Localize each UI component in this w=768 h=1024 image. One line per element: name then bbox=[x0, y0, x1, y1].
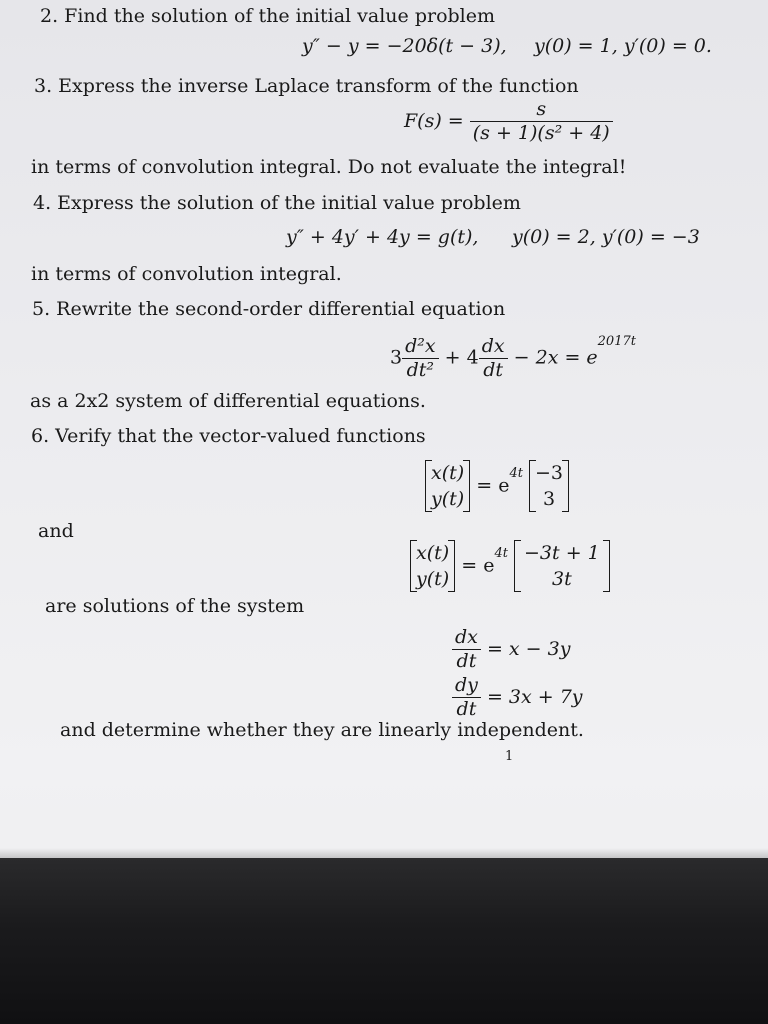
problem-5-frac2-den: dt bbox=[479, 358, 508, 380]
equals-e: = e bbox=[476, 474, 510, 497]
vector-xy-2 bbox=[410, 540, 455, 592]
problem-4-conditions: y(0) = 2, y′(0) = −3 bbox=[512, 226, 700, 248]
problem-3-formula bbox=[404, 100, 613, 143]
v2-top-entry: −3t + 1 bbox=[524, 542, 600, 564]
problem-5-equation bbox=[390, 335, 636, 380]
vector-constant-1 bbox=[529, 460, 569, 512]
problem-6-vector-2 bbox=[410, 540, 610, 592]
sys1-den: dt bbox=[452, 649, 481, 671]
problem-2-conditions: y(0) = 1, y′(0) = 0. bbox=[534, 35, 712, 57]
problem-2-equation: y″ − y = −20δ(t − 3), bbox=[302, 35, 507, 57]
sys1-num: dx bbox=[455, 626, 478, 648]
problem-4-note: in terms of convolution integral. bbox=[31, 263, 342, 285]
problem-3-heading: 3. Express the inverse Laplace transform of the function bbox=[34, 75, 579, 97]
system-equation-2 bbox=[452, 676, 583, 719]
problem-4-equation: y″ + 4y′ + 4y = g(t), bbox=[286, 226, 479, 248]
equals-e: = e bbox=[461, 554, 495, 577]
sys2-num: dy bbox=[455, 674, 478, 696]
problem-6-are-solutions: are solutions of the system bbox=[45, 595, 305, 617]
exponent-4t: 4t bbox=[494, 546, 508, 561]
exponent-4t: 4t bbox=[509, 466, 523, 481]
vector-y-entry: y(t) bbox=[416, 568, 450, 590]
problem-4-heading: 4. Express the solution of the initial value problem bbox=[33, 192, 521, 214]
system-equation-1 bbox=[452, 628, 570, 671]
problem-3-fraction bbox=[470, 100, 613, 143]
problem-5-frac1-num: d²x bbox=[405, 334, 436, 357]
problem-5-second-derivative bbox=[402, 334, 439, 381]
problem-6-vector-1 bbox=[425, 460, 569, 512]
problem-6-closing: and determine whether they are linearly independent. bbox=[60, 719, 584, 741]
problem-5-rhs: − 2x = e bbox=[513, 346, 598, 369]
problem-3-denominator: (s + 1)(s² + 4) bbox=[470, 121, 613, 143]
v1-bottom-entry: 3 bbox=[542, 488, 556, 510]
problem-5-heading: 5. Rewrite the second-order differential equation bbox=[32, 298, 506, 320]
problem-5-frac1-den: dt² bbox=[402, 358, 439, 380]
problem-5-plus-4: + 4 bbox=[444, 346, 479, 369]
vector-y-entry: y(t) bbox=[431, 488, 465, 510]
problem-6-heading: 6. Verify that the vector-valued functions bbox=[31, 425, 426, 447]
problem-5-note: as a 2x2 system of differential equations. bbox=[30, 390, 426, 412]
vector-xy-1 bbox=[425, 460, 470, 512]
page-number: 1 bbox=[505, 749, 514, 764]
dark-desk-background bbox=[0, 858, 768, 1024]
vector-x-entry: x(t) bbox=[416, 542, 450, 564]
problem-6-and: and bbox=[38, 520, 74, 542]
v2-bottom-entry: 3t bbox=[552, 568, 572, 590]
problem-3-numerator: s bbox=[536, 98, 547, 120]
sys2-den: dt bbox=[452, 697, 481, 719]
problem-3-note: in terms of convolution integral. Do not evaluate the integral! bbox=[31, 156, 627, 178]
problem-5-frac2-num: dx bbox=[481, 334, 505, 357]
v1-top-entry: −3 bbox=[535, 462, 564, 484]
sys2-rhs: = 3x + 7y bbox=[486, 686, 583, 708]
problem-5-exponent: 2017t bbox=[597, 334, 636, 349]
problem-2-heading: 2. Find the solution of the initial value problem bbox=[40, 5, 496, 27]
vector-x-entry: x(t) bbox=[431, 462, 465, 484]
dy-dt-fraction bbox=[452, 676, 481, 719]
dx-dt-fraction bbox=[452, 628, 481, 671]
problem-5-coef-3: 3 bbox=[390, 346, 403, 369]
problem-5-first-derivative bbox=[479, 334, 508, 381]
vector-linear-2 bbox=[514, 540, 610, 592]
sys1-rhs: = x − 3y bbox=[486, 638, 571, 660]
problem-3-lhs: F(s) = bbox=[404, 110, 464, 132]
